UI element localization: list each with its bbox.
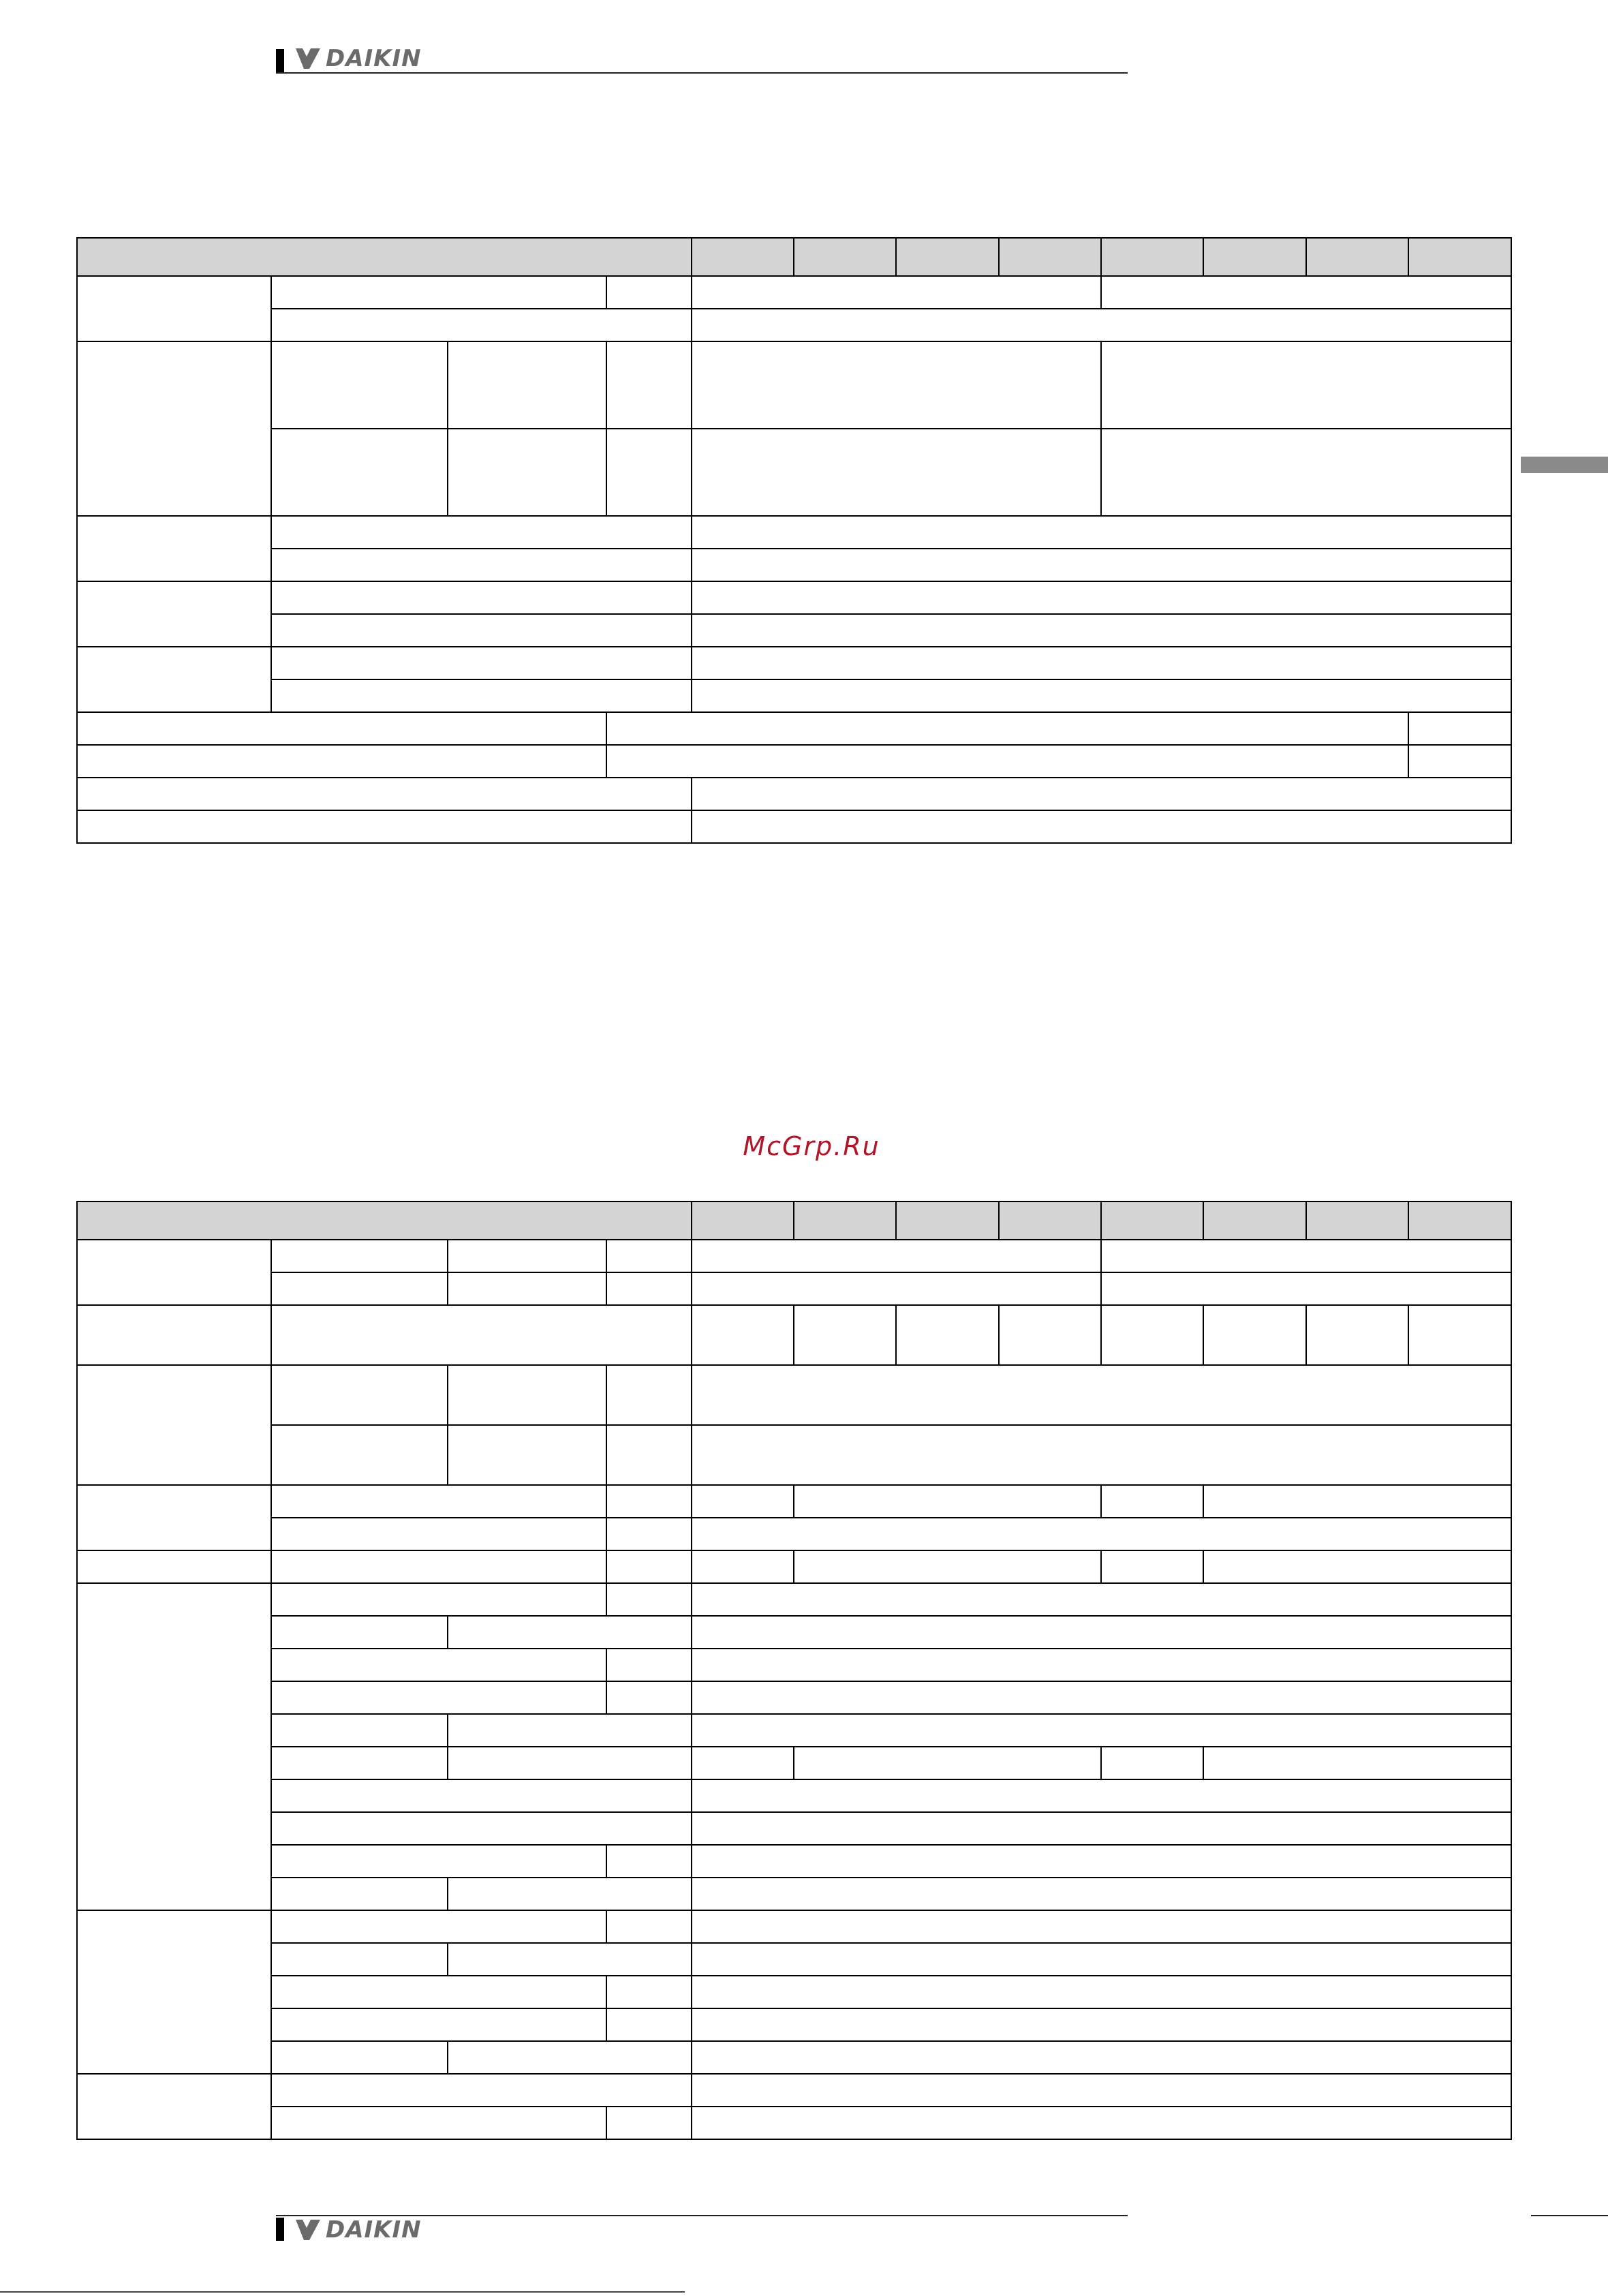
daikin-logo-icon (294, 2218, 322, 2241)
table-row (77, 1272, 1511, 1305)
table-row (77, 2074, 1511, 2107)
table-row (77, 1365, 1511, 1425)
table-cell (606, 1845, 692, 1878)
table1-model-cell (1101, 238, 1203, 276)
table-cell (271, 1976, 606, 2008)
table-row (77, 1649, 1511, 1681)
table-cell (448, 1878, 692, 1910)
table-cell (448, 1616, 692, 1649)
table-cell (77, 276, 271, 341)
table-cell (271, 276, 606, 309)
table-cell (271, 614, 692, 647)
table-cell (271, 1583, 606, 1616)
table-cell (692, 581, 1511, 614)
table-cell (794, 1747, 1101, 1779)
table-cell (606, 745, 1408, 778)
table-row (77, 1240, 1511, 1272)
table-cell (692, 1812, 1511, 1845)
table-cell (77, 341, 271, 516)
table-cell (692, 2041, 1511, 2074)
table-cell (77, 1305, 271, 1365)
table-cell (606, 2107, 692, 2139)
table-cell (271, 2107, 606, 2139)
table-cell (692, 1583, 1511, 1616)
table-cell (271, 679, 692, 712)
table-cell (271, 1272, 448, 1305)
table2-model-cell (896, 1201, 999, 1240)
table-cell (692, 1518, 1511, 1550)
table-row (77, 1812, 1511, 1845)
table-cell (271, 647, 692, 679)
table-cell (77, 810, 692, 843)
table-cell (896, 1305, 999, 1365)
table-cell (77, 778, 692, 810)
table-row (77, 1779, 1511, 1812)
table-cell (692, 810, 1511, 843)
table-cell (692, 1845, 1511, 1878)
page-bottom-rule (0, 2291, 685, 2293)
table-cell (606, 1240, 692, 1272)
table-cell (794, 1305, 896, 1365)
table-row (77, 429, 1511, 516)
table-cell (448, 1365, 606, 1425)
table-cell (1101, 1550, 1203, 1583)
table-row (77, 1845, 1511, 1878)
table-cell (271, 429, 448, 516)
table-cell (692, 1272, 1101, 1305)
table1-header-label-cell (77, 238, 692, 276)
table-cell (692, 341, 1101, 429)
table-cell (271, 1240, 448, 1272)
table-cell (448, 341, 606, 429)
table-row (77, 1583, 1511, 1616)
table-cell (77, 647, 271, 712)
table2-model-cell (692, 1201, 794, 1240)
table-cell (271, 1550, 606, 1583)
table-cell (1101, 1240, 1511, 1272)
table-row (77, 679, 1511, 712)
table-row (77, 1518, 1511, 1550)
table-cell (692, 778, 1511, 810)
table1-model-cell (1408, 238, 1511, 276)
table-cell (1203, 1485, 1511, 1518)
table-cell (606, 276, 692, 309)
table-cell (1408, 745, 1511, 778)
table-cell (692, 1681, 1511, 1714)
table-cell (606, 1272, 692, 1305)
table-cell (271, 1845, 606, 1878)
footer-right-rule (1531, 2215, 1608, 2216)
table-cell (448, 1240, 606, 1272)
table-cell (794, 1485, 1101, 1518)
table-cell (692, 1747, 794, 1779)
table-cell (692, 2107, 1511, 2139)
table-cell (77, 2074, 271, 2139)
table2-model-cell (999, 1201, 1101, 1240)
table-row (77, 341, 1511, 429)
table-cell (692, 1305, 794, 1365)
header-rule (276, 72, 1128, 74)
table-cell (448, 1943, 692, 1976)
table-row (77, 1550, 1511, 1583)
table-cell (448, 1272, 606, 1305)
table-cell (606, 1976, 692, 2008)
table-cell (692, 1550, 794, 1583)
table-cell (692, 647, 1511, 679)
table1-header-row (77, 238, 1511, 276)
table-cell (692, 309, 1511, 341)
table-cell (606, 1910, 692, 1943)
table1-model-cell (896, 238, 999, 276)
table-row (77, 745, 1511, 778)
table-cell (606, 712, 1408, 745)
header-logo (294, 45, 422, 72)
table-cell (606, 1649, 692, 1681)
table-cell (692, 1616, 1511, 1649)
table-cell (606, 1365, 692, 1425)
table-cell (271, 516, 692, 549)
table-cell (77, 1365, 271, 1485)
table-cell (692, 614, 1511, 647)
table-cell (271, 1649, 606, 1681)
table-cell (271, 1365, 448, 1425)
table-cell (692, 1240, 1101, 1272)
table-cell (1101, 341, 1511, 429)
table-cell (77, 1583, 271, 1910)
table-row (77, 276, 1511, 309)
table-cell (77, 1485, 271, 1550)
table-cell (1203, 1747, 1511, 1779)
table-cell (999, 1305, 1101, 1365)
table-cell (271, 1518, 606, 1550)
table-cell (692, 1425, 1511, 1485)
table-cell (692, 1878, 1511, 1910)
table-cell (271, 2041, 448, 2074)
table-cell (606, 1681, 692, 1714)
table-cell (794, 1550, 1101, 1583)
table-cell (606, 1425, 692, 1485)
table-cell (271, 2074, 692, 2107)
table-row (77, 614, 1511, 647)
table-row (77, 2041, 1511, 2074)
table-cell (271, 1681, 606, 1714)
table-cell (77, 1910, 271, 2074)
table1-model-cell (794, 238, 896, 276)
table-cell (692, 1910, 1511, 1943)
table-row (77, 1976, 1511, 2008)
daikin-logo-icon (294, 47, 322, 70)
table-cell (692, 679, 1511, 712)
table-cell (448, 1425, 606, 1485)
table-cell (1408, 1305, 1511, 1365)
table2-header-label-cell (77, 1201, 692, 1240)
table-cell (77, 581, 271, 647)
table-row (77, 1681, 1511, 1714)
table-cell (1101, 1485, 1203, 1518)
table-cell (692, 276, 1101, 309)
table-cell (692, 1779, 1511, 1812)
header-brand-text: DAIKIN (326, 45, 422, 72)
table-row (77, 1305, 1511, 1365)
table-cell (77, 1240, 271, 1305)
table-cell (271, 1485, 606, 1518)
table-cell (271, 1425, 448, 1485)
table-row (77, 1485, 1511, 1518)
table-cell (692, 1943, 1511, 1976)
table-cell (692, 516, 1511, 549)
table-row (77, 1425, 1511, 1485)
table-row (77, 1878, 1511, 1910)
table-cell (271, 581, 692, 614)
table-cell (692, 2074, 1511, 2107)
table-cell (271, 1305, 692, 1365)
table-cell (692, 549, 1511, 581)
table-cell (271, 1714, 448, 1747)
table-cell (271, 1910, 606, 1943)
table-row (77, 581, 1511, 614)
table-cell (606, 2008, 692, 2041)
table-cell (606, 1550, 692, 1583)
table-cell (271, 309, 692, 341)
table-cell (77, 712, 606, 745)
table-row (77, 516, 1511, 549)
table-row (77, 1616, 1511, 1649)
table-cell (692, 1365, 1511, 1425)
table-cell (448, 1747, 692, 1779)
table2-model-cell (1203, 1201, 1306, 1240)
footer-logo-bar (276, 2218, 284, 2241)
spec-table-1 (76, 237, 1512, 844)
table-cell (606, 1485, 692, 1518)
table-cell (1101, 276, 1511, 309)
table2-model-cell (1101, 1201, 1203, 1240)
table1-model-cell (1203, 238, 1306, 276)
table2-model-cell (794, 1201, 896, 1240)
table-cell (448, 429, 606, 516)
table2-model-cell (1408, 1201, 1511, 1240)
table-row (77, 778, 1511, 810)
table-cell (448, 2041, 692, 2074)
table-cell (606, 341, 692, 429)
table-cell (1101, 429, 1511, 516)
table-cell (77, 516, 271, 581)
table1-model-cell (692, 238, 794, 276)
table2-model-cell (1306, 1201, 1408, 1240)
table-cell (692, 1976, 1511, 2008)
table-row (77, 309, 1511, 341)
section-side-tab (1521, 457, 1608, 473)
table-cell (271, 1747, 448, 1779)
footer-brand-text: DAIKIN (326, 2216, 422, 2244)
table-cell (77, 1550, 271, 1583)
table-cell (1408, 712, 1511, 745)
table-row (77, 1910, 1511, 1943)
table-cell (692, 2008, 1511, 2041)
table-cell (606, 429, 692, 516)
header-logo-bar (276, 49, 284, 72)
table-row (77, 549, 1511, 581)
table-cell (271, 1779, 692, 1812)
table-cell (271, 549, 692, 581)
table-cell (77, 745, 606, 778)
table-row (77, 1747, 1511, 1779)
table2-header-row (77, 1201, 1511, 1240)
table-cell (1203, 1550, 1511, 1583)
table-cell (606, 1583, 692, 1616)
table-cell (1101, 1747, 1203, 1779)
table-cell (271, 2008, 606, 2041)
table-cell (1203, 1305, 1306, 1365)
table-cell (692, 429, 1101, 516)
table-cell (1101, 1305, 1203, 1365)
table-cell (271, 1878, 448, 1910)
table-cell (606, 1518, 692, 1550)
table1-model-cell (1306, 238, 1408, 276)
table-cell (271, 1812, 692, 1845)
table-row (77, 1943, 1511, 1976)
table-row (77, 810, 1511, 843)
footer-logo (294, 2216, 422, 2244)
table-row (77, 712, 1511, 745)
table-cell (692, 1649, 1511, 1681)
table-cell (271, 341, 448, 429)
table1-model-cell (999, 238, 1101, 276)
table-cell (1306, 1305, 1408, 1365)
table-row (77, 2107, 1511, 2139)
table-cell (271, 1616, 448, 1649)
table-row (77, 2008, 1511, 2041)
table-cell (692, 1485, 794, 1518)
spec-table-2 (76, 1201, 1512, 2140)
table-cell (1101, 1272, 1511, 1305)
table-cell (692, 1714, 1511, 1747)
table-cell (271, 1943, 448, 1976)
table-row (77, 1714, 1511, 1747)
watermark-text: McGrp.Ru (743, 1131, 880, 1161)
table-cell (448, 1714, 692, 1747)
table-row (77, 647, 1511, 679)
